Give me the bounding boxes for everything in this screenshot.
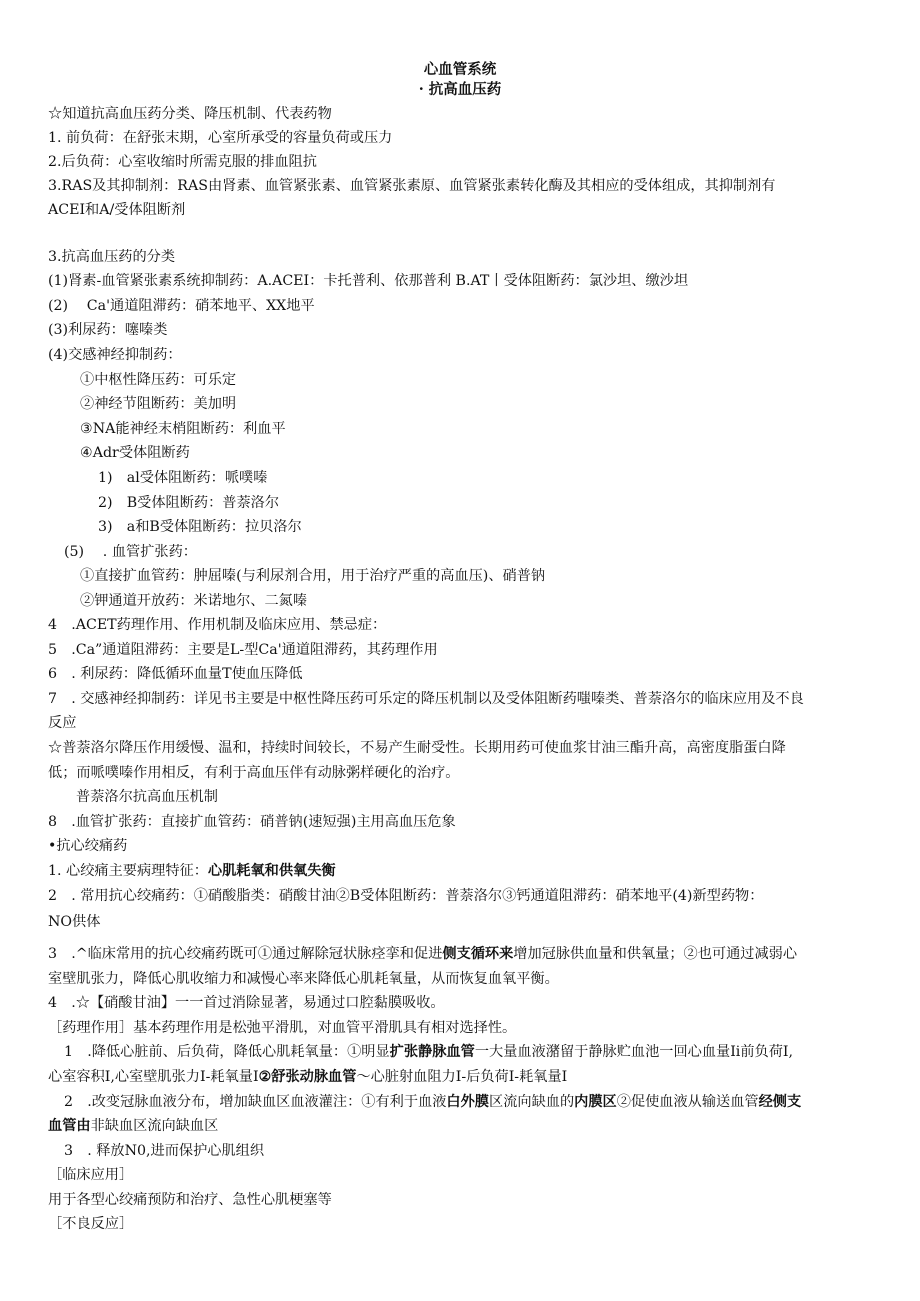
text-line: ③NA能神经末梢阻断药：利血平 — [80, 421, 286, 437]
text-line: 1) al受体阻断药：哌噗嗪 — [98, 470, 268, 486]
text-line: 5 .Ca”通道阻滞药：主要是L-型Ca'通道阻滞药，其药理作用 — [48, 642, 438, 658]
section-heading-antianginal: •抗心绞痛药 — [48, 838, 128, 854]
text-line: 7 . 交感神经抑制药：详见书主要是中枢性降压药可乐定的降压机制以及受体阻断药嗤嗪类、普萘洛尔的临床应用及不良 — [48, 691, 804, 707]
text-line: 4 .☆【硝酸甘油】一一首过消除显著，易通过口腔黏膜吸收。 — [48, 995, 445, 1011]
text-line: ACEI和A/受体阻断剂 — [48, 202, 186, 218]
text-line: 反应 — [48, 715, 77, 731]
text-line: 1. 前负荷：在舒张末期，心室所承受的容量负荷或压力 — [48, 130, 393, 146]
text-line: (3)利尿药：噻嗪类 — [48, 322, 168, 338]
section-heading-antihypertensive: · 抗高血压药 — [418, 81, 502, 98]
text-line: NO供体 — [48, 914, 101, 930]
text-line: ［临床应用］ — [48, 1167, 134, 1183]
text-line: 3 . 释放N0,进而保护心肌组织 — [64, 1143, 265, 1159]
text-line: ②神经节阻断药：美加明 — [80, 396, 237, 412]
text-line: 8 .血管扩张药：直接扩血管药：硝普钠(速短强)主用高血压危象 — [48, 814, 456, 830]
text-line: 普萘洛尔抗高血压机制 — [76, 789, 218, 805]
text-line: 低；而哌噗嗪作用相反，有利于高血压伴有动脉粥样硬化的治疗。 — [48, 765, 460, 781]
text-line: (5) . 血管扩张药： — [64, 544, 197, 560]
text-line: 2 .改变冠脉血液分布，增加缺血区血液灌注：①有利于血液白外膜区流向缺血的内膜区②促使血液从输送血管经侧支 — [64, 1094, 802, 1110]
text-line: 2 . 常用抗心绞痛药：①硝酸脂类：硝酸甘油②B受体阻断药：普萘洛尔③钙通道阻滞药：硝苯地平(4)新型药物： — [48, 888, 764, 904]
text-line: 室壁肌张力，降低心肌收缩力和减慢心率来降低心肌耗氧量，从而恢复血氧平衡。 — [48, 971, 559, 987]
text-line: 1 .降低心脏前、后负荷，降低心肌耗氧量：①明显扩张静脉血管一大量血液潴留于静脉贮血池一回心血量Ii前负荷I, — [64, 1044, 794, 1060]
text-line: 血管由非缺血区流向缺血区 — [48, 1118, 219, 1134]
text-line: 3.抗高血压药的分类 — [48, 249, 176, 265]
text-line: ①中枢性降压药：可乐定 — [80, 372, 237, 388]
text-line: 3.RAS及其抑制剂：RAS由肾素、血管紧张素、血管紧张素原、血管紧张素转化酶及其相应的受体组成，其抑制剂有 — [48, 178, 776, 194]
text-line: 用于各型心绞痛预防和治疗、急性心肌梗塞等 — [48, 1192, 332, 1208]
text-line: (2) Ca'通道阻滞药：硝苯地平、XX地平 — [48, 298, 315, 314]
text-line: 3) a和B受体阻断药：拉贝洛尔 — [98, 519, 302, 535]
text-line: ②钾通道开放药：米诺地尔、二氮嗪 — [80, 593, 308, 609]
text-line: ［不良反应］ — [48, 1216, 134, 1232]
text-line: 心室容积I,心室壁肌张力I-耗氧量I②舒张动脉血管〜心脏射血阻力I-后负荷I-耗氧量I — [48, 1069, 568, 1085]
text-line: ④Adr受体阻断药 — [80, 445, 190, 461]
text-line: 1. 心绞痛主要病理特征：心肌耗氧和供氧失衡 — [48, 863, 336, 879]
text-line: 2.后负荷：心室收缩时所需克服的排血阻抗 — [48, 154, 317, 170]
text-line: (4)交感神经抑制药： — [48, 347, 182, 363]
text-line: 6 . 利尿药：降低循环血量T使血压降低 — [48, 666, 303, 682]
text-line: 2) B受体阻断药：普萘洛尔 — [98, 495, 280, 511]
text-line: ［药理作用］基本药理作用是松弛平滑肌，对血管平滑肌具有相对选择性。 — [48, 1020, 517, 1036]
text-line: 3 .^临床常用的抗心绞痛药既可①通过解除冠状脉痉挛和促进侧支循环来增加冠脉供血量和供氧量；②也可通过减弱心 — [48, 946, 798, 962]
document-title: 心血管系统 — [423, 61, 497, 78]
text-line: ①直接扩血管药：肿屈嗪(与利尿剂合用，用于治疗严重的高血压)、硝普钠 — [80, 568, 546, 584]
text-line: ☆普萘洛尔降压作用缓慢、温和，持续时间较长，不易产生耐受性。长期用药可使血浆甘油三酯升高，高密度脂蛋白降 — [48, 740, 786, 756]
text-line: 4 .ACET药理作用、作用机制及临床应用、禁忌症： — [48, 617, 387, 633]
text-line: ☆知道抗高血压药分类、降压机制、代表药物 — [48, 106, 332, 122]
text-line: (1)肾素-血管紧张素系统抑制药：A.ACEI：卡托普利、依那普利 B.AT丨受体阻断药：氯沙坦、缴沙坦 — [48, 273, 689, 289]
